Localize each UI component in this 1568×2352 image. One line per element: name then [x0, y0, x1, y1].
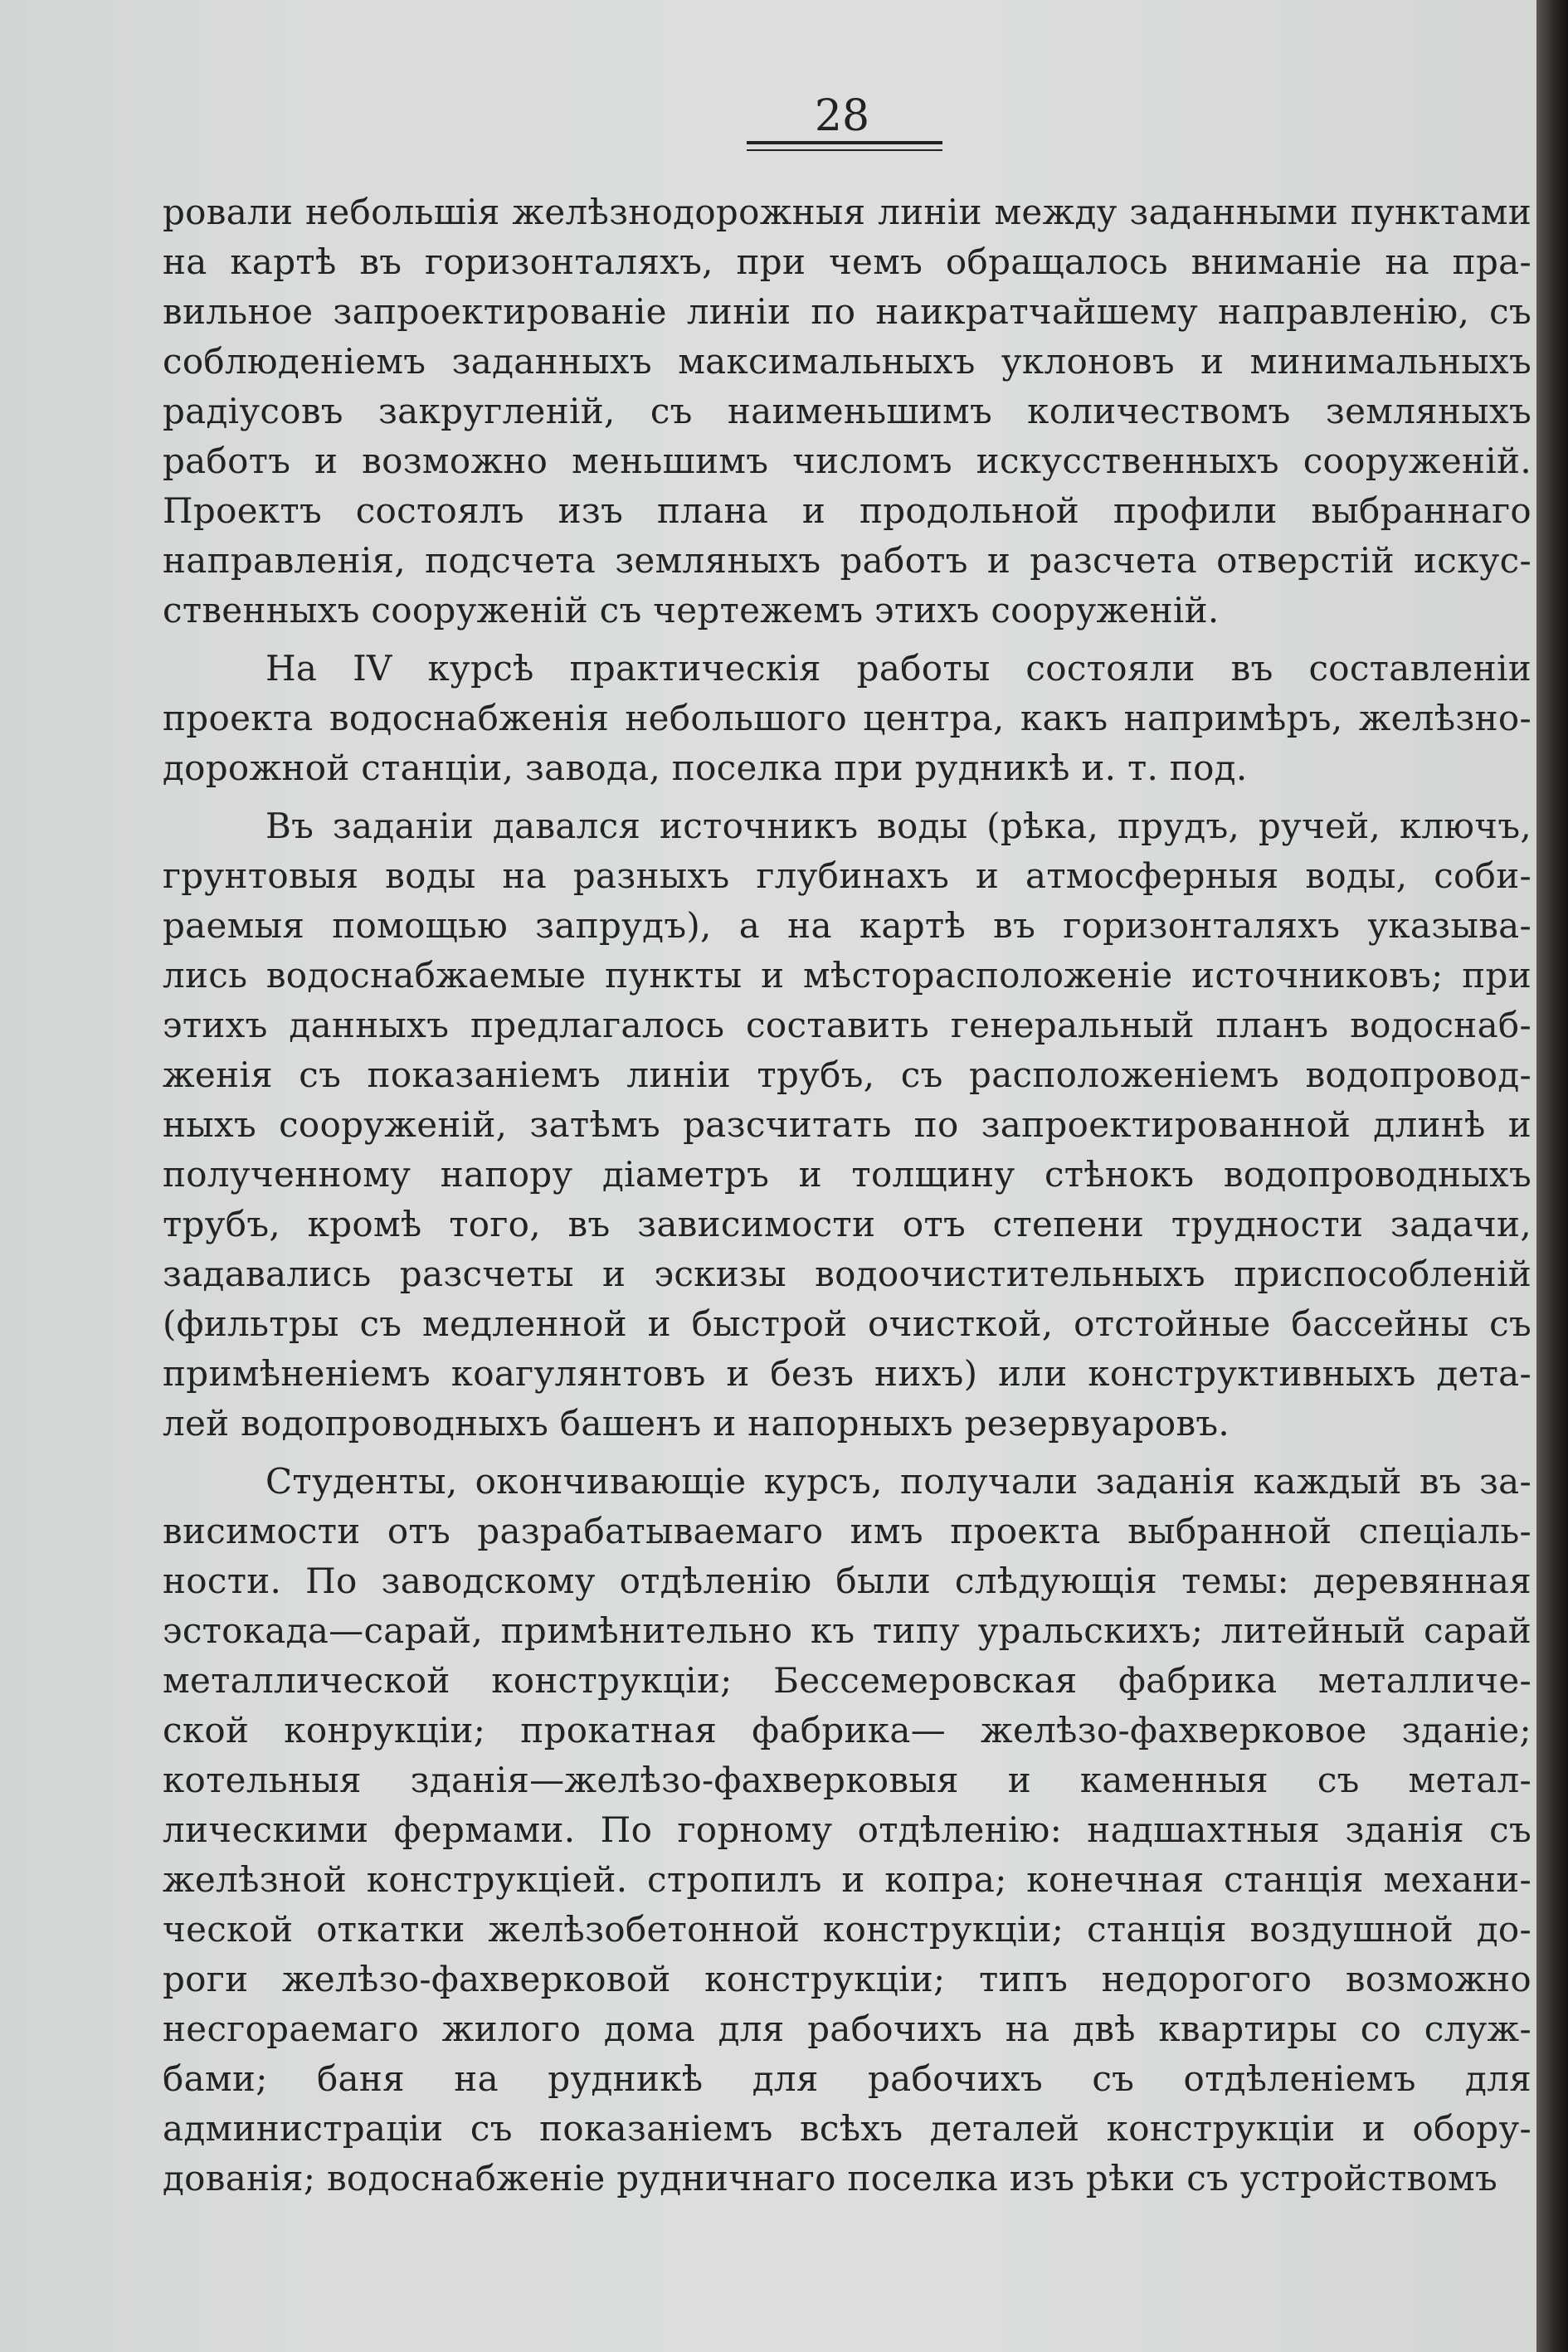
text-line: работъ и возможно меньшимъ числомъ искусственныхъ сооруженій. [163, 441, 1531, 481]
text-line: трубъ, кромѣ того, въ зависимости отъ степени трудности задачи, [163, 1204, 1531, 1244]
text-line: металлической конструкціи; Бессемеровская фабрика металличе- [163, 1660, 1531, 1701]
text-line: роги желѣзо-фахверковой конструкціи; типъ недорогого возможно [163, 1959, 1531, 1999]
text-line: (фильтры съ медленной и быстрой очисткой, отстойные бассейны съ [163, 1303, 1531, 1344]
text-line: ческой откатки желѣзобетонной конструкціи; станція воздушной до- [163, 1909, 1531, 1950]
text-line: примѣненіемъ коагулянтовъ и безъ нихъ) или конструктивныхъ дета- [163, 1353, 1531, 1394]
text-line: дорожной станціи, завода, поселка при рудникѣ и. т. под. [163, 747, 1248, 788]
text-line: ровали небольшія желѣзнодорожныя линіи между заданными пунктами [163, 192, 1531, 232]
text-line: бами; баня на рудникѣ для рабочихъ съ отдѣленіемъ для [163, 2058, 1531, 2099]
text-line: ности. По заводскому отдѣленію были слѣдующія темы: деревянная [163, 1561, 1531, 1601]
text-line: лись водоснабжаемые пункты и мѣсторасположеніе источниковъ; при [163, 955, 1531, 996]
text-line: ской конрукціи; прокатная фабрика— желѣзо-фахверковое зданіе; [163, 1710, 1531, 1751]
text-line: на картѣ въ горизонталяхъ, при чемъ обращалось вниманіе на пра- [163, 241, 1531, 282]
text-line: ныхъ сооруженій, затѣмъ разсчитать по запроектированной длинѣ и [163, 1104, 1531, 1145]
text-line: котельныя зданія—желѣзо-фахверковыя и каменныя съ метал- [163, 1760, 1531, 1800]
text-line: лей водопроводныхъ башенъ и напорныхъ резервуаровъ. [163, 1403, 1230, 1444]
text-line: несгораемаго жилого дома для рабочихъ на двѣ квартиры со служ- [163, 2009, 1531, 2049]
text-line: Въ заданіи давался источникъ воды (рѣка, прудъ, ручей, ключъ, [265, 806, 1531, 846]
text-line: дованія; водоснабженіе рудничнаго поселка изъ рѣки съ устройствомъ [163, 2158, 1498, 2199]
text-line: висимости отъ разрабатываемаго имъ проекта выбранной спеціаль- [163, 1511, 1531, 1551]
text-line: Студенты, окончивающіе курсъ, получали заданія каждый въ за- [265, 1461, 1531, 1502]
text-line: направленія, подсчета земляныхъ работъ и разсчета отверстій искус- [163, 540, 1531, 581]
paragraph [163, 801, 1531, 1449]
paragraph [163, 1457, 1531, 2203]
text-line: раемыя помощью запрудъ), а на картѣ въ горизонталяхъ указыва- [163, 905, 1531, 946]
text-line: грунтовыя воды на разныхъ глубинахъ и атмосферныя воды, соби- [163, 855, 1531, 896]
text-line: радіусовъ закругленій, съ наименьшимъ количествомъ земляныхъ [163, 391, 1531, 431]
paragraph [163, 644, 1531, 793]
text-line: ственныхъ сооруженій съ чертежемъ этихъ сооруженій. [163, 590, 1220, 631]
text-line: проекта водоснабженія небольшого центра, какъ напримѣръ, желѣзно- [163, 698, 1531, 738]
text-line: задавались разсчеты и эскизы водоочистительныхъ приспособленій [163, 1254, 1531, 1294]
header-rule-thin [747, 149, 942, 151]
text-line: На IV курсѣ практическія работы состояли въ составленіи [265, 648, 1531, 689]
text-line: желѣзной конструкціей. стропилъ и копра; конечная станція механи- [163, 1859, 1531, 1900]
text-line: соблюденіемъ заданныхъ максимальныхъ уклоновъ и минимальныхъ [163, 341, 1531, 382]
page-number: 28 [814, 91, 870, 141]
text-line: Проектъ состоялъ изъ плана и продольной профили выбраннаго [163, 490, 1531, 531]
body-text [163, 187, 1531, 2212]
text-line: администраціи съ показаніемъ всѣхъ деталей конструкціи и обору- [163, 2108, 1531, 2149]
text-line: женія съ показаніемъ линіи трубъ, съ расположеніемъ водопровод- [163, 1054, 1531, 1095]
paragraph [163, 187, 1531, 635]
text-line: вильное запроектированіе линіи по наикратчайшему направленію, съ [163, 291, 1531, 332]
text-line: лическими фермами. По горному отдѣленію: надшахтныя зданія съ [163, 1809, 1531, 1850]
text-line: эстокада—сарай, примѣнительно къ типу уральскихъ; литейный сарай [163, 1610, 1531, 1651]
book-spine-edge [1536, 0, 1568, 2352]
text-line: этихъ данныхъ предлагалось составить генеральный планъ водоснаб- [163, 1005, 1531, 1045]
header-rule-thick [747, 141, 942, 144]
text-line: полученному напору діаметръ и толщину стѣнокъ водопроводныхъ [163, 1154, 1531, 1195]
